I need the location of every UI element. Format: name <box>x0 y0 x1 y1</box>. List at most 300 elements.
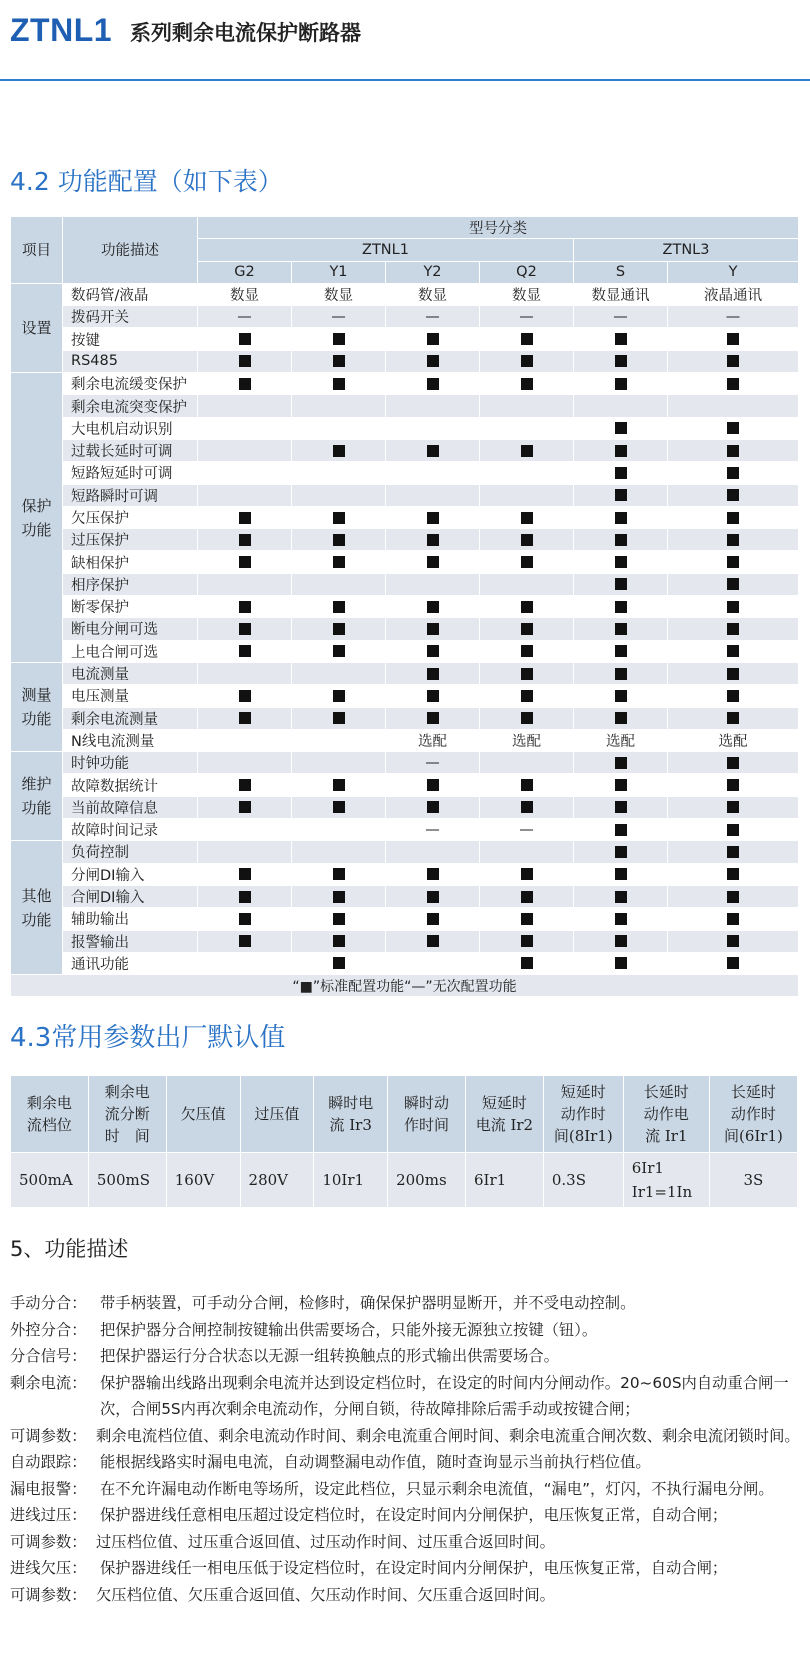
square-icon <box>615 712 627 724</box>
feature-name: 欠压保护 <box>63 506 198 528</box>
square-icon <box>615 578 627 590</box>
feature-name: 辅助输出 <box>63 908 198 930</box>
standard-mark <box>198 529 292 551</box>
square-icon <box>239 801 251 813</box>
function-description <box>10 1290 805 1608</box>
standard-mark <box>292 350 386 372</box>
square-icon <box>615 779 627 791</box>
square-icon <box>727 333 739 345</box>
table-row <box>11 529 799 551</box>
col-item-header: 项目 <box>11 217 63 284</box>
config-cell <box>386 573 480 595</box>
feature-name: 过载长延时可调 <box>63 439 198 461</box>
square-icon <box>521 534 533 546</box>
square-icon <box>333 957 345 969</box>
param-value: 0.3S <box>543 1153 623 1208</box>
feature-name: 当前故障信息 <box>63 796 198 818</box>
description-label: 进线欠压： <box>10 1559 87 1577</box>
section-4-2-title: 4.2 功能配置（如下表） <box>10 167 283 196</box>
description-text: 保护器输出线路出现剩余电流并达到设定档位时，在设定的时间内分闸动作。20~60S内自动重合闸一次，合闸5S内再次剩余电流动作，分闸自锁，待故障排除后需手动或按键合闸； <box>100 1373 789 1418</box>
standard-mark <box>386 596 480 618</box>
square-icon <box>727 355 739 367</box>
square-icon <box>615 445 627 457</box>
config-cell: — <box>480 819 574 841</box>
square-icon <box>727 623 739 635</box>
standard-mark <box>198 930 292 952</box>
feature-name: 合闸DI输入 <box>63 885 198 907</box>
standard-mark <box>292 707 386 729</box>
square-icon <box>333 512 345 524</box>
config-cell <box>198 417 292 439</box>
config-cell <box>198 752 292 774</box>
header-divider <box>0 79 810 81</box>
square-icon <box>727 445 739 457</box>
square-icon <box>615 824 627 836</box>
description-text: 保护器进线任一相电压低于设定档位时，在设定时间内分闸保护，电压恢复正常，自动合闸； <box>100 1559 728 1577</box>
legend-note: “■”标准配置功能“—”无次配置功能 <box>11 975 799 997</box>
feature-name: 剩余电流缓变保护 <box>63 373 198 395</box>
square-icon <box>333 935 345 947</box>
square-icon <box>615 957 627 969</box>
standard-mark <box>292 774 386 796</box>
square-icon <box>333 868 345 880</box>
square-icon <box>333 378 345 390</box>
square-icon <box>427 623 439 635</box>
section-5-title: 5、功能描述 <box>10 1237 129 1261</box>
square-icon <box>333 534 345 546</box>
square-icon <box>615 601 627 613</box>
table-row <box>11 373 799 395</box>
standard-mark <box>198 707 292 729</box>
standard-mark <box>574 350 668 372</box>
square-icon <box>615 690 627 702</box>
table-row <box>11 350 799 372</box>
standard-mark <box>668 484 799 506</box>
feature-name: 大电机启动识别 <box>63 417 198 439</box>
legend-row <box>11 975 799 997</box>
param-header: 长延时 动作电 流 Ir1 <box>623 1076 709 1153</box>
description-text: 把保护器运行分合状态以无源一组转换触点的形式输出供需要场合。 <box>100 1347 559 1365</box>
config-cell <box>480 573 574 595</box>
section-4-3-title: 4.3常用参数出厂默认值 <box>10 1023 286 1053</box>
square-icon <box>427 512 439 524</box>
config-cell: 选配 <box>668 729 799 751</box>
table-row <box>11 283 799 305</box>
config-cell <box>386 841 480 863</box>
description-text: 过压档位值、过压重合返回值、过压动作时间、过压重合返回时间。 <box>96 1532 555 1551</box>
square-icon <box>521 645 533 657</box>
square-icon <box>727 801 739 813</box>
config-cell <box>480 417 574 439</box>
config-cell <box>386 417 480 439</box>
square-icon <box>727 601 739 613</box>
square-icon <box>615 935 627 947</box>
table-row <box>11 930 799 952</box>
standard-mark <box>386 685 480 707</box>
feature-name: 故障时间记录 <box>63 819 198 841</box>
square-icon <box>521 957 533 969</box>
standard-mark <box>480 662 574 684</box>
square-icon <box>615 556 627 568</box>
feature-name: 数码管/液晶 <box>63 283 198 305</box>
config-cell <box>386 952 480 974</box>
standard-mark <box>198 774 292 796</box>
description-label: 进线过压： <box>10 1506 87 1524</box>
standard-mark <box>574 841 668 863</box>
config-cell <box>198 462 292 484</box>
standard-mark <box>668 640 799 662</box>
square-icon <box>615 846 627 858</box>
table-row <box>11 618 799 640</box>
standard-mark <box>668 573 799 595</box>
model-header: Q2 <box>480 261 574 283</box>
category-cell: 其他 功能 <box>11 841 63 975</box>
config-cell <box>480 484 574 506</box>
square-icon <box>521 556 533 568</box>
square-icon <box>333 801 345 813</box>
table-row <box>11 952 799 974</box>
standard-mark <box>574 529 668 551</box>
feature-name: 相序保护 <box>63 573 198 595</box>
square-icon <box>727 556 739 568</box>
description-label: 可调参数： <box>10 1585 87 1604</box>
table-row <box>11 506 799 528</box>
standard-mark <box>386 350 480 372</box>
standard-mark <box>668 373 799 395</box>
config-cell <box>292 462 386 484</box>
square-icon <box>333 645 345 657</box>
standard-mark <box>386 662 480 684</box>
standard-mark <box>480 930 574 952</box>
standard-mark <box>386 930 480 952</box>
square-icon <box>521 445 533 457</box>
standard-mark <box>668 885 799 907</box>
description-label: 可调参数： <box>10 1426 87 1445</box>
square-icon <box>521 668 533 680</box>
param-value: 280V <box>240 1153 314 1208</box>
standard-mark <box>668 529 799 551</box>
table-row <box>11 729 799 751</box>
config-cell <box>480 462 574 484</box>
square-icon <box>427 601 439 613</box>
standard-mark <box>574 685 668 707</box>
description-item <box>10 1555 805 1582</box>
default-params-table <box>10 1075 798 1208</box>
square-icon <box>615 489 627 501</box>
standard-mark <box>198 373 292 395</box>
standard-mark <box>292 551 386 573</box>
feature-name: 负荷控制 <box>63 841 198 863</box>
param-header: 过压值 <box>240 1076 314 1153</box>
feature-name: 拨码开关 <box>63 306 198 328</box>
config-cell: — <box>386 306 480 328</box>
col-type-header: 型号分类 <box>198 217 799 239</box>
standard-mark <box>574 596 668 618</box>
standard-mark <box>480 685 574 707</box>
square-icon <box>521 913 533 925</box>
config-cell <box>198 662 292 684</box>
square-icon <box>521 779 533 791</box>
config-cell: 数显 <box>292 283 386 305</box>
param-header: 长延时 动作时 间(6Ir1) <box>709 1076 797 1153</box>
square-icon <box>727 913 739 925</box>
square-icon <box>333 891 345 903</box>
config-cell <box>198 395 292 417</box>
description-item <box>10 1290 805 1317</box>
square-icon <box>521 601 533 613</box>
model-header: Y1 <box>292 261 386 283</box>
standard-mark <box>292 529 386 551</box>
standard-mark <box>668 863 799 885</box>
square-icon <box>521 935 533 947</box>
param-header: 瞬时动 作时间 <box>388 1076 466 1153</box>
standard-mark <box>386 863 480 885</box>
table-row <box>11 462 799 484</box>
square-icon <box>333 623 345 635</box>
standard-mark <box>574 908 668 930</box>
square-icon <box>333 712 345 724</box>
config-cell <box>292 819 386 841</box>
config-cell <box>386 484 480 506</box>
square-icon <box>427 690 439 702</box>
standard-mark <box>480 596 574 618</box>
description-item <box>10 1529 805 1556</box>
param-value: 6Ir1 <box>465 1153 543 1208</box>
standard-mark <box>574 640 668 662</box>
config-cell <box>292 417 386 439</box>
square-icon <box>615 868 627 880</box>
config-cell <box>292 729 386 751</box>
feature-name: 上电合闸可选 <box>63 640 198 662</box>
square-icon <box>239 355 251 367</box>
standard-mark <box>386 618 480 640</box>
standard-mark <box>198 350 292 372</box>
description-label: 外控分合： <box>10 1320 87 1339</box>
feature-name: 断电分闸可选 <box>63 618 198 640</box>
standard-mark <box>198 328 292 350</box>
square-icon <box>615 801 627 813</box>
feature-name: 缺相保护 <box>63 551 198 573</box>
standard-mark <box>292 796 386 818</box>
standard-mark <box>386 328 480 350</box>
config-cell <box>292 662 386 684</box>
feature-name: 短路短延时可调 <box>63 462 198 484</box>
config-cell <box>198 439 292 461</box>
standard-mark <box>574 551 668 573</box>
standard-mark <box>480 551 574 573</box>
standard-mark <box>198 796 292 818</box>
feature-name: 电压测量 <box>63 685 198 707</box>
standard-mark <box>198 908 292 930</box>
config-cell: 选配 <box>480 729 574 751</box>
standard-mark <box>574 819 668 841</box>
table-row <box>11 752 799 774</box>
square-icon <box>427 779 439 791</box>
feature-name: N线电流测量 <box>63 729 198 751</box>
square-icon <box>727 467 739 479</box>
col-desc-header: 功能描述 <box>63 217 198 284</box>
description-item <box>10 1423 805 1450</box>
square-icon <box>427 868 439 880</box>
square-icon <box>727 712 739 724</box>
square-icon <box>521 690 533 702</box>
square-icon <box>521 512 533 524</box>
feature-name: 故障数据统计 <box>63 774 198 796</box>
standard-mark <box>480 952 574 974</box>
standard-mark <box>574 573 668 595</box>
standard-mark <box>668 908 799 930</box>
description-label: 手动分合： <box>10 1294 87 1312</box>
table-row <box>11 439 799 461</box>
square-icon <box>615 645 627 657</box>
standard-mark <box>574 863 668 885</box>
config-cell <box>198 952 292 974</box>
config-cell <box>198 841 292 863</box>
table-header-row <box>11 217 799 239</box>
standard-mark <box>480 350 574 372</box>
square-icon <box>521 712 533 724</box>
square-icon <box>727 824 739 836</box>
model-header: S <box>574 261 668 283</box>
square-icon <box>727 645 739 657</box>
config-cell <box>574 395 668 417</box>
square-icon <box>615 668 627 680</box>
config-cell <box>480 752 574 774</box>
square-icon <box>333 913 345 925</box>
param-header: 剩余电 流档位 <box>11 1076 89 1153</box>
square-icon <box>239 868 251 880</box>
standard-mark <box>574 752 668 774</box>
standard-mark <box>386 908 480 930</box>
standard-mark <box>668 752 799 774</box>
standard-mark <box>386 551 480 573</box>
config-cell <box>480 841 574 863</box>
square-icon <box>239 534 251 546</box>
square-icon <box>239 779 251 791</box>
square-icon <box>615 534 627 546</box>
square-icon <box>427 378 439 390</box>
standard-mark <box>386 439 480 461</box>
description-text: 在不允许漏电动作断电等场所，设定此档位，只显示剩余电流值，“漏电”，灯闪，不执行漏电分闸。 <box>100 1479 774 1498</box>
config-cell: — <box>386 752 480 774</box>
square-icon <box>521 801 533 813</box>
square-icon <box>615 333 627 345</box>
param-header: 短延时 电流 Ir2 <box>465 1076 543 1153</box>
config-cell <box>198 573 292 595</box>
config-cell <box>668 395 799 417</box>
config-cell: — <box>386 819 480 841</box>
standard-mark <box>574 506 668 528</box>
square-icon <box>333 690 345 702</box>
description-text: 剩余电流档位值、剩余电流动作时间、剩余电流重合闸时间、剩余电流重合闸次数、剩余电流闭锁时间。 <box>96 1426 800 1445</box>
standard-mark <box>480 618 574 640</box>
standard-mark <box>668 417 799 439</box>
category-cell: 保护 功能 <box>11 373 63 663</box>
standard-mark <box>668 796 799 818</box>
standard-mark <box>198 640 292 662</box>
square-icon <box>427 913 439 925</box>
description-text: 把保护器分合闸控制按键输出供需要场合，只能外接无源独立按键（钮）。 <box>100 1320 598 1339</box>
standard-mark <box>480 373 574 395</box>
square-icon <box>427 712 439 724</box>
table-row <box>11 640 799 662</box>
square-icon <box>615 891 627 903</box>
square-icon <box>239 690 251 702</box>
feature-name: 过压保护 <box>63 529 198 551</box>
standard-mark <box>668 328 799 350</box>
square-icon <box>615 623 627 635</box>
config-cell <box>386 395 480 417</box>
square-icon <box>727 668 739 680</box>
standard-mark <box>574 484 668 506</box>
standard-mark <box>574 618 668 640</box>
standard-mark <box>292 885 386 907</box>
standard-mark <box>292 506 386 528</box>
square-icon <box>727 578 739 590</box>
standard-mark <box>292 930 386 952</box>
standard-mark <box>668 618 799 640</box>
standard-mark <box>292 908 386 930</box>
standard-mark <box>386 373 480 395</box>
square-icon <box>239 712 251 724</box>
square-icon <box>615 355 627 367</box>
feature-name: 按键 <box>63 328 198 350</box>
param-value: 3S <box>709 1153 797 1208</box>
config-cell: 选配 <box>574 729 668 751</box>
standard-mark <box>574 662 668 684</box>
table-row <box>11 707 799 729</box>
square-icon <box>727 489 739 501</box>
square-icon <box>727 891 739 903</box>
model-header: G2 <box>198 261 292 283</box>
standard-mark <box>198 596 292 618</box>
square-icon <box>521 355 533 367</box>
config-cell <box>292 752 386 774</box>
standard-mark <box>668 819 799 841</box>
table-row <box>11 796 799 818</box>
standard-mark <box>292 439 386 461</box>
standard-mark <box>668 551 799 573</box>
description-label: 分合信号： <box>10 1347 87 1365</box>
description-label: 自动跟踪： <box>10 1453 87 1471</box>
model-header: Y2 <box>386 261 480 283</box>
description-text: 能根据线路实时漏电电流，自动调整漏电动作值，随时查询显示当前执行档位值。 <box>100 1453 651 1471</box>
standard-mark <box>386 640 480 662</box>
square-icon <box>427 801 439 813</box>
standard-mark <box>480 529 574 551</box>
description-item <box>10 1370 805 1423</box>
table-row <box>11 395 799 417</box>
description-item <box>10 1582 805 1609</box>
table-row <box>11 306 799 328</box>
description-item <box>10 1476 805 1503</box>
table-row <box>11 841 799 863</box>
table-row <box>11 484 799 506</box>
square-icon <box>727 868 739 880</box>
standard-mark <box>574 774 668 796</box>
square-icon <box>727 957 739 969</box>
standard-mark <box>292 373 386 395</box>
config-cell <box>198 729 292 751</box>
config-cell <box>198 484 292 506</box>
standard-mark <box>292 640 386 662</box>
function-config-body <box>11 217 799 997</box>
standard-mark <box>668 952 799 974</box>
standard-mark <box>668 350 799 372</box>
feature-name: 分闸DI输入 <box>63 863 198 885</box>
feature-name: 短路瞬时可调 <box>63 484 198 506</box>
config-cell <box>292 841 386 863</box>
